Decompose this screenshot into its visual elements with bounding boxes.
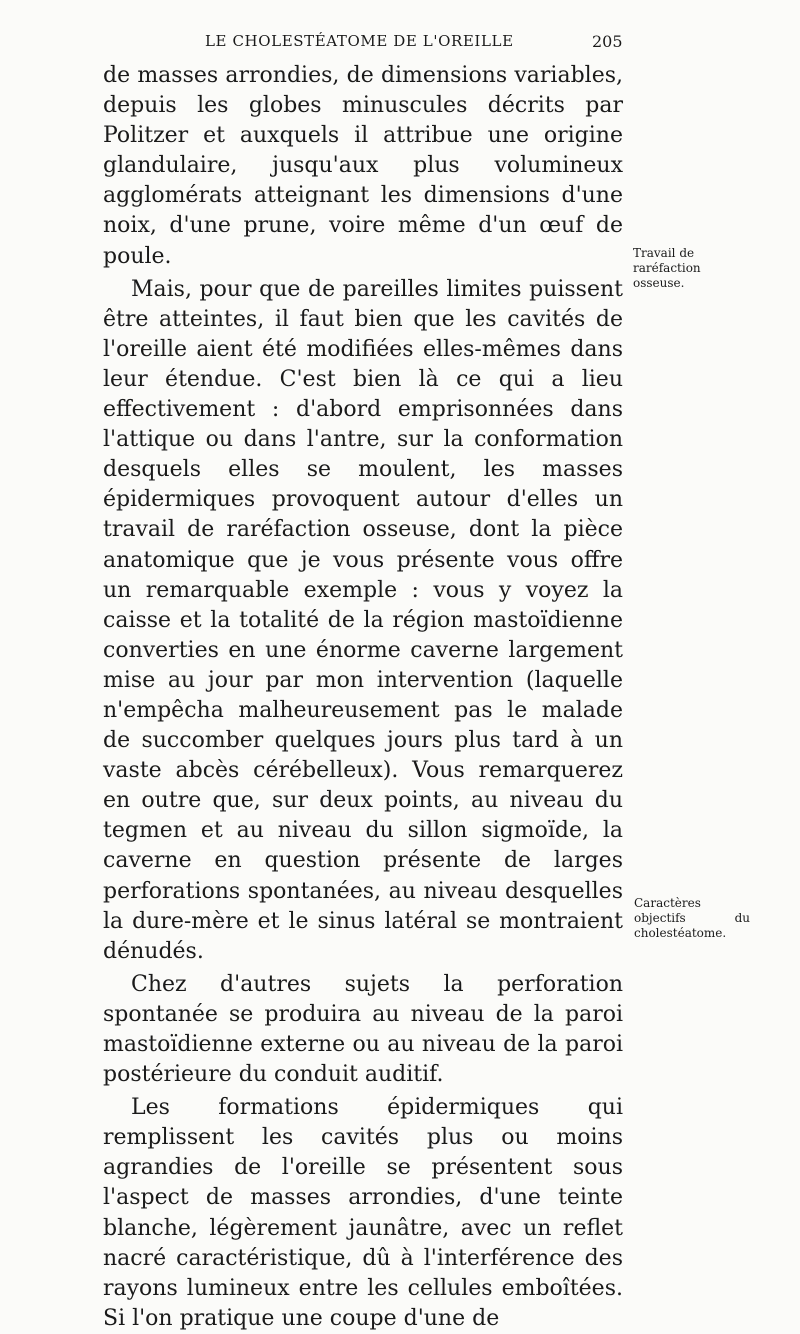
paragraph-rarefaction: Mais, pour que de pareilles limites puissent être atteintes, il faut bien que les cavités de l'oreille aient été modifiées elles-mêmes dans leur étendue. C'est bien là ce qui a lieu effectivement : d'abord emprisonnées dans l'attique ou dans l'antre, sur la conformation desquels elles se moulent, les masses épidermiques provoquent autour d'elles un travail de raréfaction osseuse, dont la pièce anatomique que je vous présente vous offre un remarquable exemple : vous y voyez la caisse et la totalité de la région mastoïdienne converties en une énorme caverne largement mise au jour par mon intervention (laquelle n'empêcha malheureusement pas le malade de succomber quelques jours plus tard à un vaste abcès cérébelleux). Vous remarquerez en outre que, sur deux points, au niveau du tegmen et au niveau du sillon sigmoïde, la caverne en question présente de larges perforations spontanées, au niveau desquelles la dure-mère et le sinus latéral se montraient dénudés. — [103, 276, 623, 964]
page-number: 205 — [592, 32, 623, 51]
running-head — [0, 32, 800, 56]
margin-note-characters: Caractères objectifs du cholestéatome. — [634, 896, 750, 940]
paragraph-perforation: Chez d'autres sujets la perforation spontanée se produira au niveau de la paroi mastoïdienne externe ou au niveau de la paroi postérieure du conduit auditif. — [103, 971, 623, 1088]
paragraph-formations: Les formations épidermiques qui remplissent les cavités plus ou moins agrandies de l'oreille se présentent sous l'aspect de masses arrondies, d'une teinte blanche, légèrement jaunâtre, avec un reflet nacré caractéristique, dû à l'interférence des rayons lumineux entre les cellules emboîtées. Si l'on pratique une coupe d'une de — [103, 1095, 623, 1331]
margin-note-rarefaction: Travail de raréfaction osseuse. — [633, 246, 701, 290]
body-text — [103, 61, 623, 1334]
running-head-title: LE CHOLESTÉATOME DE L'OREILLE — [205, 32, 514, 50]
paragraph-continued: de masses arrondies, de dimensions variables, depuis les globes minuscules décrits par Politzer et auxquels il attribue une origine glandulaire, jusqu'aux plus volumineux agglomérats atteignant les dimensions d'une noix, d'une prune, voire même d'un œuf de poule. — [103, 63, 623, 269]
